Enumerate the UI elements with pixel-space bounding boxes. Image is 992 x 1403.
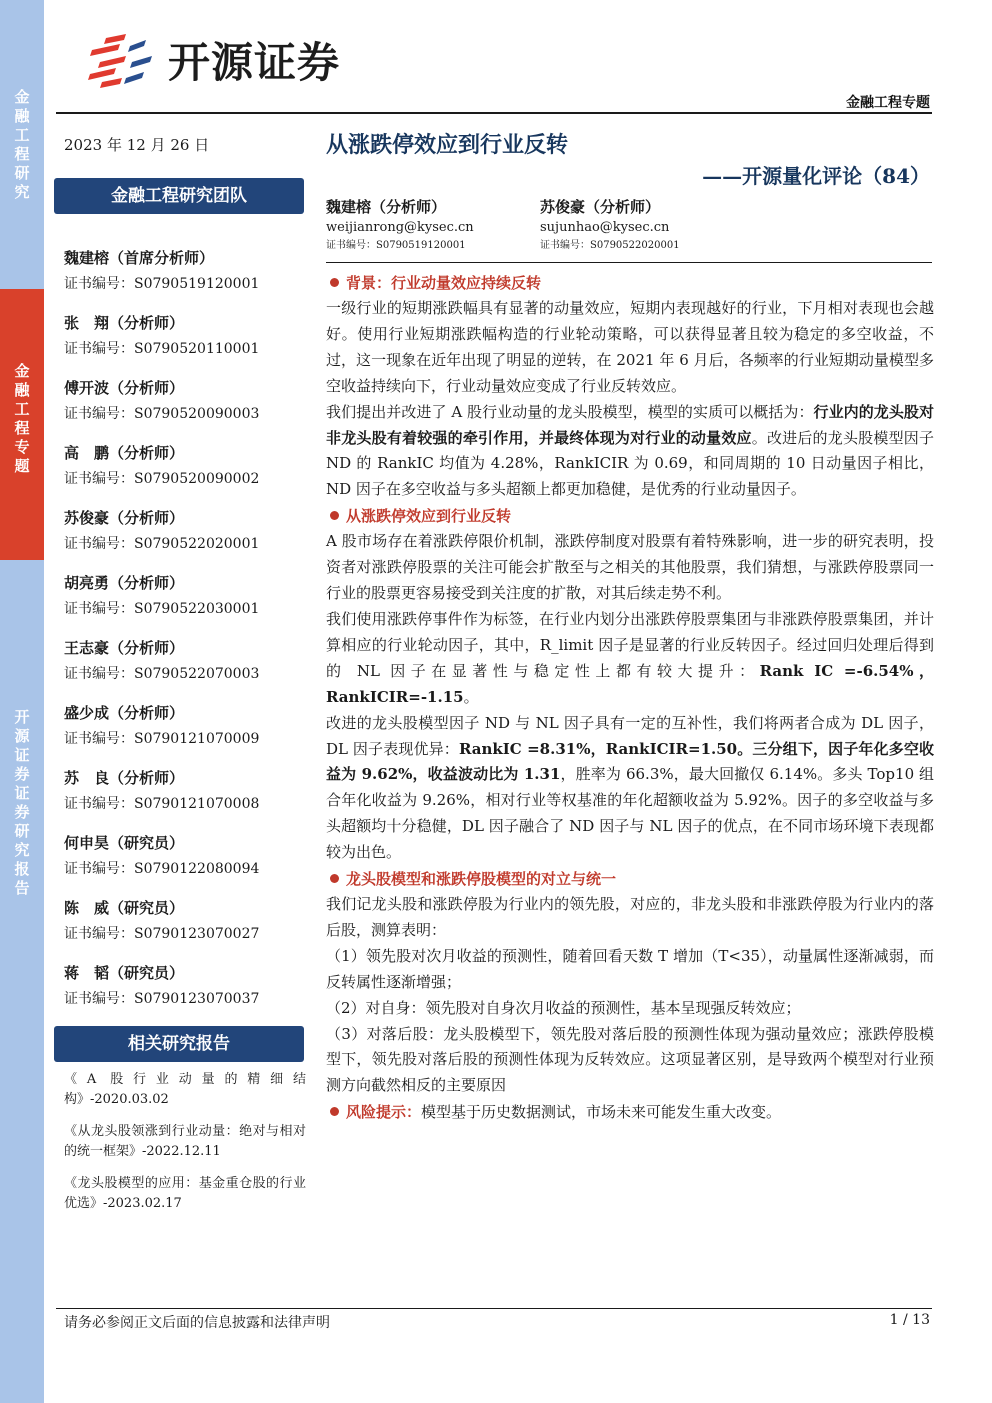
member-name: 王志豪（分析师） [64,639,185,657]
report-subtitle: ——开源量化评论（84） [702,164,930,188]
paragraph-text: ，胜率为 66.3%，最大回撤仅 6.14%。多头 Top10 组合年化收益为 9.26%，相对行业等权基准的年化超额收益为 5.92%。因子的多空收益与多头超额均十分稳健，DL 因子融合了 ND 因子与 NL 因子的优点，在不同市场环境下表现都较为出色。 [326,765,935,862]
member-name: 魏建榕（首席分析师） [64,249,215,267]
paragraph [326,400,934,504]
paragraph [326,711,934,866]
team-member [64,506,304,571]
team-member [64,376,304,441]
member-cert: 证书编号：S0790122080094 [64,861,260,877]
member-cert: 证书编号：S0790522030001 [64,601,260,617]
member-name: 盛少成（分析师） [64,704,185,722]
member-name: 傅开波（分析师） [64,379,185,397]
report-summary [326,270,934,1125]
section-heading-text: 龙头股模型和涨跌停股模型的对立与统一 [346,870,617,889]
member-cert: 证书编号：S0790519120001 [64,276,260,292]
section-heading [326,270,934,296]
team-member [64,571,304,636]
member-cert: 证书编号：S0790520090003 [64,406,260,422]
paragraph: （2）对自身：领先股对自身次月收益的预测性，基本呈现强反转效应； [326,998,801,1017]
bullet-dot-icon [330,511,339,520]
member-cert: 证书编号：S0790520090002 [64,471,260,487]
paragraph: 我们记龙头股和涨跌停股为行业内的领先股，对应的，非龙头股和非涨跌停股为行业内的落后股，测算表明： [326,895,934,939]
header-divider [56,112,932,114]
sidebar-brand-label: 开源证券 证券研究报告 [14,708,30,897]
paragraph: （1）领先股对次月收益的预测性，随着回看天数 T 增加（T<35），动量属性逐渐减弱，而反转属性逐渐增强； [326,946,934,991]
member-name: 何申昊（研究员） [64,834,185,852]
company-logo [86,30,340,90]
footer-divider [56,1308,932,1309]
section-heading [326,866,934,892]
author-cert: 证书编号：S0790522020001 [540,240,680,251]
sidebar-report-type-label: 金融工程专题 [14,362,30,475]
paragraph-text: 我们使用涨跌停事件作为标签，在行业内划分出涨跌停股票集团与非涨跌停股票集团，并计算相应的行业轮动因子，其中，R_limit 因子是显著的行业反转因子。经过回归处理后得到的 NL 因子在显著性与稳定性上都有较大提升： [326,609,934,680]
bullet-dot-icon [330,278,339,287]
author-cert: 证书编号：S0790519120001 [326,240,466,251]
member-cert: 证书编号：S0790520110001 [64,341,260,357]
section-heading-text: 背景：行业动量效应持续反转 [346,274,542,292]
report-type-label: 金融工程专题 [846,95,930,111]
paragraph: （3）对落后股：龙头股模型下，领先股对落后股的预测性体现为强动量效应；涨跌停股模型下，领先股对落后股的预测性体现为反转效应。这项显著区别，是导致两个模型对行业预测方向截然相反的主要原因 [326,1024,934,1095]
member-name: 蒋 韬（研究员） [64,964,185,982]
paragraph-text: 。 [463,687,479,706]
paragraph-emphasis: Rank IC =-6.54%，RankICIR=-1.15 [326,661,935,706]
author-card [540,196,800,254]
member-name: 苏俊豪（分析师） [64,509,185,527]
author-email[interactable]: sujunhao@kysec.cn [540,220,670,235]
team-member [64,311,304,376]
paragraph: A 股市场存在着涨跌停限价机制，涨跌停制度对股票有着特殊影响，进一步的研究表明，投资者对涨跌停股票的关注可能会扩散至与之相关的其他股票，我们猜想，与涨跌停股票同一行业的股票更容易接受到关注度的扩散，对其后续走势不利。 [326,532,934,603]
risk-label: 风险提示： [346,1103,422,1122]
related-report-link[interactable]: 《A 股行业动量的精细结构》-2020.03.02 [64,1072,306,1107]
member-cert: 证书编号：S0790123070037 [64,991,260,1007]
risk-warning [326,1099,934,1125]
team-member [64,896,304,961]
member-cert: 证书编号：S0790522070003 [64,666,260,682]
member-cert: 证书编号：S0790121070008 [64,796,260,812]
team-member [64,441,304,506]
member-name: 苏 良（分析师） [64,769,185,787]
member-name: 胡亮勇（分析师） [64,574,185,592]
logo-mark-icon [86,32,158,88]
author-name: 苏俊豪（分析师） [540,198,661,216]
team-member [64,831,304,896]
team-banner: 金融工程研究团队 [54,178,304,214]
report-title: 从涨跌停效应到行业反转 [326,132,569,158]
side-stripe [0,0,44,1403]
member-name: 高 鹏（分析师） [64,444,185,462]
team-member [64,246,304,311]
report-date: 2023 年 12 月 26 日 [64,136,210,154]
team-member [64,961,304,1026]
paragraph [326,607,934,711]
paragraph-emphasis: 行业内的龙头股对非龙头股有着较强的牵引作用，并最终体现为对行业的动量效应 [326,402,934,447]
logo-wordmark: 开源证券 [168,38,341,87]
team-list [64,246,304,1026]
related-report-link[interactable]: 《从龙头股领涨到行业动量：绝对与相对的统一框架》-2022.12.11 [64,1124,306,1159]
section-heading-text: 从涨跌停效应到行业反转 [346,507,512,526]
related-reports-banner: 相关研究报告 [54,1026,304,1062]
related-reports-list [64,1070,306,1226]
member-cert: 证书编号：S0790123070027 [64,926,260,942]
member-name: 张 翔（分析师） [64,314,185,332]
page-number: 1 / 13 [889,1312,930,1328]
member-cert: 证书编号：S0790522020001 [64,536,260,552]
bullet-dot-icon [330,874,339,883]
member-name: 陈 威（研究员） [64,899,185,917]
authors-divider [326,262,932,263]
paragraph-text: 我们提出并改进了 A 股行业动量的龙头股模型，模型的实质可以概括为： [326,402,814,421]
member-cert: 证书编号：S0790121070009 [64,731,260,747]
risk-text: 模型基于历史数据测试，市场未来可能发生重大改变。 [421,1103,782,1122]
team-member [64,636,304,701]
paragraph-text: 改进的龙头股模型因子 ND 与 NL 因子具有一定的互补性，我们将两者合成为 DL 因子，DL 因子表现优异： [326,713,934,758]
team-member [64,701,304,766]
author-name: 魏建榕（分析师） [326,198,447,216]
paragraph-emphasis: RankIC =8.31%，RankICIR=1.50。三分组下，因子年化多空收益为 9.62%，收益波动比为 1.31 [326,739,934,784]
sidebar-category-label: 金融工程研究 [14,88,30,201]
section-heading [326,503,934,529]
author-email[interactable]: weijianrong@kysec.cn [326,220,474,235]
related-report-link[interactable]: 《龙头股模型的应用：基金重仓股的行业优选》-2023.02.17 [64,1176,306,1211]
paragraph-text: 。改进后的龙头股模型因子 ND 的 RankIC 均值为 4.28%，RankICIR 为 0.69，和同周期的 10 日动量因子相比，ND 因子在多空收益与多头超额上都更加稳健，是优秀的行业动量因子。 [326,428,934,499]
paragraph: 一级行业的短期涨跌幅具有显著的动量效应，短期内表现越好的行业，下月相对表现也会越好。使用行业短期涨跌幅构造的行业轮动策略，可以获得显著且较为稳定的多空收益，不过，这一现象在近年出现了明显的逆转，在 2021 年 6 月后，各频率的行业短期动量模型多空收益持续向下，行业动量效应变成了行业反转效应。 [326,299,934,395]
bullet-dot-icon [330,1107,339,1116]
footer-disclaimer: 请务必参阅正文后面的信息披露和法律声明 [64,1315,330,1331]
team-member [64,766,304,831]
